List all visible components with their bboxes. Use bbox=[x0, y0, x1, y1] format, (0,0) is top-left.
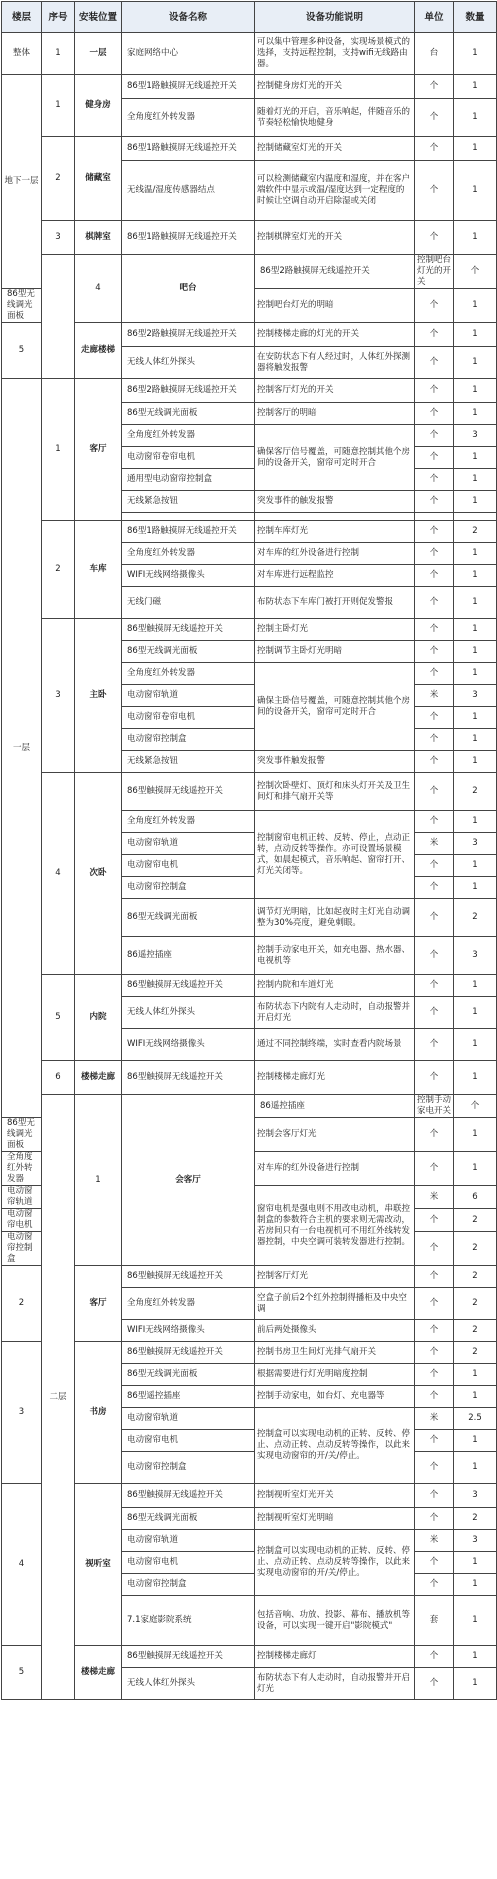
cell-location: 吧台 bbox=[122, 255, 255, 323]
cell-location: 客厅 bbox=[75, 1266, 122, 1342]
cell-index: 4 bbox=[2, 1484, 42, 1646]
cell-unit: 米 bbox=[415, 685, 454, 707]
cell-device-name: 86型无线调光面板 bbox=[122, 899, 255, 937]
table-row bbox=[2, 1061, 497, 1095]
cell-unit: 台 bbox=[415, 33, 454, 75]
cell-unit: 个 bbox=[415, 1430, 454, 1452]
cell-index: 5 bbox=[2, 1646, 42, 1700]
device-table bbox=[1, 1, 497, 1700]
cell-quantity: 1 bbox=[454, 33, 497, 75]
header-quantity: 数量 bbox=[454, 2, 497, 33]
cell-quantity: 2 bbox=[454, 899, 497, 937]
cell-quantity: 1 bbox=[454, 1061, 497, 1095]
cell-device-name: WIFI无线网络摄像头 bbox=[122, 565, 255, 587]
cell-function: 包括音响、功放、投影、幕布、播放机等设备，可以实现一键开启"影院模式" bbox=[255, 1596, 415, 1646]
cell-unit: 个 bbox=[415, 1232, 454, 1266]
cell-device-name: 86型触摸屏无线遥控开关 bbox=[122, 619, 255, 641]
cell-index: 3 bbox=[42, 619, 75, 773]
cell-function: 控制次卧壁灯、顶灯和床头灯开关及卫生间灯和排气扇开关等 bbox=[255, 773, 415, 811]
cell-device-name: 通用型电动窗帘控制盒 bbox=[122, 469, 255, 491]
cell-device-name: 86型1路触摸屏无线遥控开关 bbox=[122, 221, 255, 255]
cell-device-name: 86型1路触摸屏无线遥控开关 bbox=[122, 521, 255, 543]
cell-index: 4 bbox=[75, 255, 122, 323]
cell-unit: 个 bbox=[415, 521, 454, 543]
cell-unit: 套 bbox=[415, 1596, 454, 1646]
cell-function: 控制视听室灯光开关 bbox=[255, 1484, 415, 1508]
cell-quantity: 1 bbox=[454, 729, 497, 751]
cell-device-name: 86型2路触摸屏无线遥控开关 bbox=[255, 255, 415, 289]
cell-unit: 个 bbox=[415, 1152, 454, 1186]
cell-unit: 个 bbox=[415, 1508, 454, 1530]
cell-quantity: 2 bbox=[454, 1320, 497, 1342]
cell-device-name: 86型触摸屏无线遥控开关 bbox=[122, 773, 255, 811]
cell-device-name: 86型无线调光面板 bbox=[122, 403, 255, 425]
cell-unit: 个 bbox=[415, 289, 454, 323]
cell-quantity: 1 bbox=[454, 75, 497, 99]
cell-function: 突发事件触发报警 bbox=[255, 751, 415, 773]
cell-device-name: 无线紧急按钮 bbox=[122, 491, 255, 513]
cell-index: 1 bbox=[42, 33, 75, 75]
table-row bbox=[2, 619, 497, 641]
table-row bbox=[2, 255, 497, 289]
table-row bbox=[2, 1095, 497, 1118]
cell-location: 楼梯走廊 bbox=[75, 1646, 122, 1700]
cell-function: 通过不同控制终端，实时查看内院场景 bbox=[255, 1029, 415, 1061]
cell-unit: 个 bbox=[415, 641, 454, 663]
cell-function: 布防状态下内院有人走动时，自动报警并开启灯光 bbox=[255, 997, 415, 1029]
cell-index: 2 bbox=[42, 521, 75, 619]
cell-quantity: 2 bbox=[454, 1288, 497, 1320]
cell-device-name: 电动窗帘轨道 bbox=[122, 685, 255, 707]
table-row bbox=[2, 1342, 497, 1364]
cell-unit: 米 bbox=[415, 1530, 454, 1552]
cell-quantity: 1 bbox=[454, 403, 497, 425]
cell-quantity: 1 bbox=[454, 707, 497, 729]
cell-unit: 个 bbox=[415, 773, 454, 811]
cell-location: 楼梯走廊 bbox=[75, 1061, 122, 1095]
cell-quantity: 1 bbox=[454, 855, 497, 877]
cell-unit: 米 bbox=[415, 833, 454, 855]
cell-quantity: 1 bbox=[454, 1552, 497, 1574]
cell-unit: 个 bbox=[454, 1095, 497, 1118]
cell-device-name: 电动窗帘控制盒 bbox=[122, 1452, 255, 1484]
cell-function: 对车库进行远程监控 bbox=[255, 565, 415, 587]
cell-device-name: 86型触摸屏无线遥控开关 bbox=[122, 1646, 255, 1668]
cell-floor: 整体 bbox=[2, 33, 42, 75]
cell-function: 控制调节主卧灯光明暗 bbox=[255, 641, 415, 663]
cell-unit: 个 bbox=[415, 1668, 454, 1700]
cell-function: 控制客厅的明暗 bbox=[255, 403, 415, 425]
cell-unit: 个 bbox=[415, 937, 454, 975]
cell-quantity: 3 bbox=[454, 685, 497, 707]
cell-unit: 个 bbox=[415, 707, 454, 729]
cell-unit: 个 bbox=[454, 255, 497, 289]
cell-index: 1 bbox=[42, 379, 75, 521]
cell-unit: 个 bbox=[415, 403, 454, 425]
cell-quantity: 2 bbox=[454, 1508, 497, 1530]
cell-unit: 个 bbox=[415, 425, 454, 447]
cell-function: 控制棋牌室灯光的开关 bbox=[255, 221, 415, 255]
cell-unit: 个 bbox=[415, 1029, 454, 1061]
cell-unit bbox=[415, 513, 454, 521]
cell-quantity: 1 bbox=[454, 641, 497, 663]
header-location: 安装位置 bbox=[75, 2, 122, 33]
table-row bbox=[2, 379, 497, 403]
cell-unit: 个 bbox=[415, 1386, 454, 1408]
cell-quantity: 1 bbox=[454, 619, 497, 641]
cell-index: 5 bbox=[42, 975, 75, 1061]
cell-floor: 二层 bbox=[42, 1095, 75, 1700]
cell-device-name: 86型无线调光面板 bbox=[2, 1118, 42, 1152]
cell-quantity: 1 bbox=[454, 1386, 497, 1408]
cell-floor bbox=[42, 255, 75, 379]
cell-unit: 个 bbox=[415, 1118, 454, 1152]
cell-device-name: 86型触摸屏无线遥控开关 bbox=[122, 1266, 255, 1288]
cell-location: 棋牌室 bbox=[75, 221, 122, 255]
cell-quantity: 1 bbox=[454, 1668, 497, 1700]
cell-unit: 个 bbox=[415, 1320, 454, 1342]
table-row bbox=[2, 33, 497, 75]
cell-device-name: 7.1家庭影院系统 bbox=[122, 1596, 255, 1646]
cell-function: 控制会客厅灯光 bbox=[255, 1118, 415, 1152]
cell-quantity: 1 bbox=[454, 161, 497, 221]
cell-function: 控制客厅灯光 bbox=[255, 1266, 415, 1288]
cell-index: 6 bbox=[42, 1061, 75, 1095]
cell-quantity: 2 bbox=[454, 1232, 497, 1266]
cell-quantity: 1 bbox=[454, 1118, 497, 1152]
cell-quantity: 1 bbox=[454, 1364, 497, 1386]
cell-index: 5 bbox=[2, 323, 42, 379]
cell-index: 1 bbox=[75, 1095, 122, 1266]
cell-function: 空盒子前后2个红外控制得播柜及中央空调 bbox=[255, 1288, 415, 1320]
cell-function: 控制视听室灯光明暗 bbox=[255, 1508, 415, 1530]
cell-function: 控制内院和车道灯光 bbox=[255, 975, 415, 997]
cell-unit: 个 bbox=[415, 99, 454, 137]
cell-device-name: 86型遥控插座 bbox=[122, 1386, 255, 1408]
cell-index: 3 bbox=[42, 221, 75, 255]
cell-quantity: 2 bbox=[454, 773, 497, 811]
cell-function: 控制楼梯走廊灯 bbox=[255, 1646, 415, 1668]
cell-function: 控制吧台灯光的明暗 bbox=[255, 289, 415, 323]
cell-location: 一层 bbox=[75, 33, 122, 75]
cell-device-name: 无线人体红外探头 bbox=[122, 347, 255, 379]
cell-unit: 个 bbox=[415, 347, 454, 379]
cell-location: 车库 bbox=[75, 521, 122, 619]
cell-unit: 个 bbox=[415, 137, 454, 161]
cell-function: 前后两处摄像头 bbox=[255, 1320, 415, 1342]
cell-quantity: 1 bbox=[454, 997, 497, 1029]
cell-device-name: 电动窗帘控制盒 bbox=[122, 1574, 255, 1596]
cell-unit: 个 bbox=[415, 751, 454, 773]
cell-device-name: 无线人体红外探头 bbox=[122, 997, 255, 1029]
cell-quantity: 3 bbox=[454, 1530, 497, 1552]
cell-device-name: 全角度红外转发器 bbox=[122, 1288, 255, 1320]
cell-unit: 个 bbox=[415, 811, 454, 833]
cell-location: 健身房 bbox=[75, 75, 122, 137]
cell-quantity: 1 bbox=[454, 975, 497, 997]
cell-function: 控制楼梯走廊的灯光的开关 bbox=[255, 323, 415, 347]
cell-device-name: 全角度红外转发器 bbox=[2, 1152, 42, 1186]
cell-function: 控制窗帘电机正转、反转、停止，点动正转，点动反转等操作。亦可设置场景模式，如晨起模式，音乐响起、窗帘打开、灯光关闭等。 bbox=[255, 811, 415, 899]
cell-unit: 个 bbox=[415, 491, 454, 513]
cell-device-name: 86型无线调光面板 bbox=[122, 1364, 255, 1386]
cell-function: 根据需要进行灯光明暗度控制 bbox=[255, 1364, 415, 1386]
cell-device-name: 86型无线调光面板 bbox=[122, 641, 255, 663]
cell-function: 窗帘电机是强电则不用改电动机，串联控制盒的参数符合主机的要求则无需改动，若房间只有一台电视机可不用红外线转发器控制，中央空调可装转发器进行控制。 bbox=[255, 1186, 415, 1266]
cell-device-name: 全角度红外转发器 bbox=[122, 663, 255, 685]
cell-quantity: 2 bbox=[454, 1266, 497, 1288]
cell-quantity: 1 bbox=[454, 1596, 497, 1646]
cell-unit: 个 bbox=[415, 899, 454, 937]
cell-quantity: 1 bbox=[454, 587, 497, 619]
table-row bbox=[2, 773, 497, 811]
cell-function: 控制吧台灯光的开关 bbox=[415, 255, 454, 289]
table-row bbox=[2, 323, 497, 347]
cell-unit: 个 bbox=[415, 1484, 454, 1508]
cell-unit: 个 bbox=[415, 975, 454, 997]
cell-quantity: 1 bbox=[454, 751, 497, 773]
cell-function: 控制书房卫生间灯光排气扇开关 bbox=[255, 1342, 415, 1364]
cell-device-name bbox=[122, 513, 255, 521]
cell-function: 控制健身房灯光的开关 bbox=[255, 75, 415, 99]
cell-quantity: 3 bbox=[454, 937, 497, 975]
cell-device-name: 无线人体红外探头 bbox=[122, 1668, 255, 1700]
cell-function: 随着灯光的开启，音乐响起，伴随音乐的节奏轻松愉快地健身 bbox=[255, 99, 415, 137]
cell-device-name: 电动窗帘卷帘电机 bbox=[122, 447, 255, 469]
cell-unit: 个 bbox=[415, 221, 454, 255]
cell-unit: 个 bbox=[415, 469, 454, 491]
cell-quantity: 1 bbox=[454, 543, 497, 565]
cell-device-name: 全角度红外转发器 bbox=[122, 99, 255, 137]
cell-unit: 个 bbox=[415, 855, 454, 877]
cell-function: 控制主卧灯光 bbox=[255, 619, 415, 641]
header-floor: 楼层 bbox=[2, 2, 42, 33]
cell-unit: 个 bbox=[415, 447, 454, 469]
cell-quantity: 3 bbox=[454, 1484, 497, 1508]
cell-unit: 个 bbox=[415, 1452, 454, 1484]
cell-unit: 个 bbox=[415, 1364, 454, 1386]
cell-quantity: 2 bbox=[454, 1209, 497, 1232]
cell-device-name: 86型1路触摸屏无线遥控开关 bbox=[122, 75, 255, 99]
cell-quantity: 2.5 bbox=[454, 1408, 497, 1430]
cell-quantity: 1 bbox=[454, 1029, 497, 1061]
cell-device-name: 86型1路触摸屏无线遥控开关 bbox=[122, 137, 255, 161]
cell-device-name: 电动窗帘轨道 bbox=[2, 1186, 42, 1209]
cell-unit: 个 bbox=[415, 1646, 454, 1668]
cell-quantity: 1 bbox=[454, 221, 497, 255]
cell-unit: 个 bbox=[415, 565, 454, 587]
cell-device-name: 无线温/湿度传感器结点 bbox=[122, 161, 255, 221]
cell-device-name: 电动窗帘电机 bbox=[122, 1552, 255, 1574]
cell-function: 调节灯光明暗，比如起夜时主灯光自动调整为30%亮度，避免刺眼。 bbox=[255, 899, 415, 937]
cell-device-name: 家庭网络中心 bbox=[122, 33, 255, 75]
cell-unit: 个 bbox=[415, 323, 454, 347]
table-row bbox=[2, 1266, 497, 1288]
cell-index: 2 bbox=[42, 137, 75, 221]
cell-unit: 个 bbox=[415, 379, 454, 403]
cell-device-name: 86型触摸屏无线遥控开关 bbox=[122, 1484, 255, 1508]
cell-quantity: 1 bbox=[454, 379, 497, 403]
cell-unit: 个 bbox=[415, 543, 454, 565]
cell-device-name: 电动窗帘控制盒 bbox=[2, 1232, 42, 1266]
cell-location: 主卧 bbox=[75, 619, 122, 773]
cell-device-name: 电动窗帘卷帘电机 bbox=[122, 707, 255, 729]
cell-device-name: 无线紧急按钮 bbox=[122, 751, 255, 773]
cell-unit: 个 bbox=[415, 877, 454, 899]
cell-location: 走廊楼梯 bbox=[75, 323, 122, 379]
header-function: 设备功能说明 bbox=[255, 2, 415, 33]
table-row bbox=[2, 1484, 497, 1508]
cell-index: 1 bbox=[42, 75, 75, 137]
cell-quantity bbox=[454, 513, 497, 521]
header-row bbox=[2, 2, 497, 33]
cell-device-name: 无线门磁 bbox=[122, 587, 255, 619]
cell-device-name: 全角度红外转发器 bbox=[122, 425, 255, 447]
cell-quantity: 1 bbox=[454, 1430, 497, 1452]
cell-unit: 个 bbox=[415, 1061, 454, 1095]
cell-unit: 个 bbox=[415, 1552, 454, 1574]
cell-function: 可以集中管理多种设备，实现场景模式的选择，支持远程控制，支持wifi无线路由器。 bbox=[255, 33, 415, 75]
cell-location: 储藏室 bbox=[75, 137, 122, 221]
cell-floor: 地下一层 bbox=[2, 75, 42, 289]
cell-function: 控制车库灯光 bbox=[255, 521, 415, 543]
cell-quantity: 3 bbox=[454, 425, 497, 447]
cell-quantity: 1 bbox=[454, 663, 497, 685]
cell-function: 对车库的红外设备进行控制 bbox=[255, 543, 415, 565]
cell-function: 控制手动家电，如台灯、充电器等 bbox=[255, 1386, 415, 1408]
cell-quantity: 1 bbox=[454, 1574, 497, 1596]
cell-device-name: 电动窗帘电机 bbox=[122, 855, 255, 877]
cell-unit: 个 bbox=[415, 1266, 454, 1288]
cell-unit: 个 bbox=[415, 587, 454, 619]
cell-device-name: 电动窗帘轨道 bbox=[122, 833, 255, 855]
cell-quantity: 1 bbox=[454, 347, 497, 379]
cell-quantity: 1 bbox=[454, 137, 497, 161]
cell-quantity: 1 bbox=[454, 1152, 497, 1186]
cell-location: 客厅 bbox=[75, 379, 122, 521]
cell-unit: 个 bbox=[415, 729, 454, 751]
cell-device-name: 电动窗帘控制盒 bbox=[122, 877, 255, 899]
cell-device-name: 全角度红外转发器 bbox=[122, 811, 255, 833]
cell-unit: 个 bbox=[415, 619, 454, 641]
cell-function: 布防状态下车库门被打开则促发警报 bbox=[255, 587, 415, 619]
cell-floor: 一层 bbox=[2, 379, 42, 1118]
cell-unit: 个 bbox=[415, 161, 454, 221]
cell-unit: 个 bbox=[415, 1209, 454, 1232]
cell-function: 确保主卧信号覆盖，可随意控制其他个房间的设备开关，窗帘可定时开合 bbox=[255, 663, 415, 751]
header-device-name: 设备名称 bbox=[122, 2, 255, 33]
table-row bbox=[2, 975, 497, 997]
cell-function: 对车库的红外设备进行控制 bbox=[255, 1152, 415, 1186]
cell-unit: 个 bbox=[415, 1342, 454, 1364]
cell-quantity: 1 bbox=[454, 877, 497, 899]
cell-device-name: 电动窗帘电机 bbox=[122, 1430, 255, 1452]
cell-device-name: 电动窗帘控制盒 bbox=[122, 729, 255, 751]
cell-quantity: 1 bbox=[454, 323, 497, 347]
cell-quantity: 6 bbox=[454, 1186, 497, 1209]
table-row bbox=[2, 521, 497, 543]
cell-index: 3 bbox=[2, 1342, 42, 1484]
cell-unit: 个 bbox=[415, 1574, 454, 1596]
cell-quantity: 1 bbox=[454, 565, 497, 587]
cell-location: 内院 bbox=[75, 975, 122, 1061]
cell-device-name: 86遥控插座 bbox=[255, 1095, 415, 1118]
cell-device-name: 电动窗帘轨道 bbox=[122, 1408, 255, 1430]
header-index: 序号 bbox=[42, 2, 75, 33]
cell-device-name: 86型无线调光面板 bbox=[2, 289, 42, 323]
cell-quantity: 1 bbox=[454, 469, 497, 491]
cell-function: 控制盒可以实现电动机的正转、反转、停止、点动正转、点动反转等操作，以此来实现电动窗帘的开/关/停止。 bbox=[255, 1408, 415, 1484]
table-row bbox=[2, 1646, 497, 1668]
cell-unit: 个 bbox=[415, 663, 454, 685]
cell-function: 控制手动家电开关 bbox=[415, 1095, 454, 1118]
cell-quantity: 2 bbox=[454, 521, 497, 543]
cell-unit: 个 bbox=[415, 997, 454, 1029]
cell-quantity: 2 bbox=[454, 1342, 497, 1364]
cell-quantity: 1 bbox=[454, 811, 497, 833]
cell-device-name: 全角度红外转发器 bbox=[122, 543, 255, 565]
cell-function bbox=[255, 513, 415, 521]
cell-function: 控制楼梯走廊灯光 bbox=[255, 1061, 415, 1095]
cell-function: 控制客厅灯光的开关 bbox=[255, 379, 415, 403]
cell-quantity: 1 bbox=[454, 1646, 497, 1668]
cell-index: 2 bbox=[2, 1266, 42, 1342]
cell-device-name: 电动窗帘电机 bbox=[2, 1209, 42, 1232]
cell-location: 会客厅 bbox=[122, 1095, 255, 1266]
cell-device-name: WIFI无线网络摄像头 bbox=[122, 1320, 255, 1342]
cell-unit: 个 bbox=[415, 75, 454, 99]
cell-quantity: 1 bbox=[454, 1452, 497, 1484]
cell-location: 次卧 bbox=[75, 773, 122, 975]
table-row bbox=[2, 137, 497, 161]
cell-location: 书房 bbox=[75, 1342, 122, 1484]
cell-quantity: 1 bbox=[454, 447, 497, 469]
cell-function: 控制手动家电开关，如充电器、热水器、电视机等 bbox=[255, 937, 415, 975]
cell-function: 确保客厅信号覆盖，可随意控制其他个房间的设备开关，窗帘可定时开合 bbox=[255, 425, 415, 491]
cell-quantity: 1 bbox=[454, 289, 497, 323]
cell-device-name: 86型触摸屏无线遥控开关 bbox=[122, 1061, 255, 1095]
cell-index: 4 bbox=[42, 773, 75, 975]
cell-function: 在安防状态下有人经过时，人体红外探测器将触发报警 bbox=[255, 347, 415, 379]
cell-device-name: 86遥控插座 bbox=[122, 937, 255, 975]
cell-quantity: 1 bbox=[454, 99, 497, 137]
cell-function: 控制储藏室灯光的开关 bbox=[255, 137, 415, 161]
cell-device-name: 86型触摸屏无线遥控开关 bbox=[122, 975, 255, 997]
cell-unit: 米 bbox=[415, 1408, 454, 1430]
cell-device-name: 86型无线调光面板 bbox=[122, 1508, 255, 1530]
cell-device-name: 86型2路触摸屏无线遥控开关 bbox=[122, 323, 255, 347]
cell-unit: 米 bbox=[415, 1186, 454, 1209]
cell-quantity: 1 bbox=[454, 491, 497, 513]
table-row bbox=[2, 221, 497, 255]
cell-device-name: 86型触摸屏无线遥控开关 bbox=[122, 1342, 255, 1364]
cell-device-name: WIFI无线网络摄像头 bbox=[122, 1029, 255, 1061]
cell-function: 突发事件的触发报警 bbox=[255, 491, 415, 513]
cell-unit: 个 bbox=[415, 1288, 454, 1320]
cell-quantity: 3 bbox=[454, 833, 497, 855]
cell-device-name: 86型2路触摸屏无线遥控开关 bbox=[122, 379, 255, 403]
cell-function: 可以检测储藏室内温度和湿度，并在客户端软件中显示或温/湿度达到一定程度的时候让空调自动开启除湿或关闭 bbox=[255, 161, 415, 221]
cell-function: 控制盒可以实现电动机的正转、反转、停止、点动正转、点动反转等操作，以此来实现电动窗帘的开/关/停止。 bbox=[255, 1530, 415, 1596]
header-unit: 单位 bbox=[415, 2, 454, 33]
cell-device-name: 电动窗帘轨道 bbox=[122, 1530, 255, 1552]
cell-location: 视听室 bbox=[75, 1484, 122, 1646]
table-row bbox=[2, 75, 497, 99]
cell-function: 布防状态下有人走动时，自动报警并开启灯光 bbox=[255, 1668, 415, 1700]
